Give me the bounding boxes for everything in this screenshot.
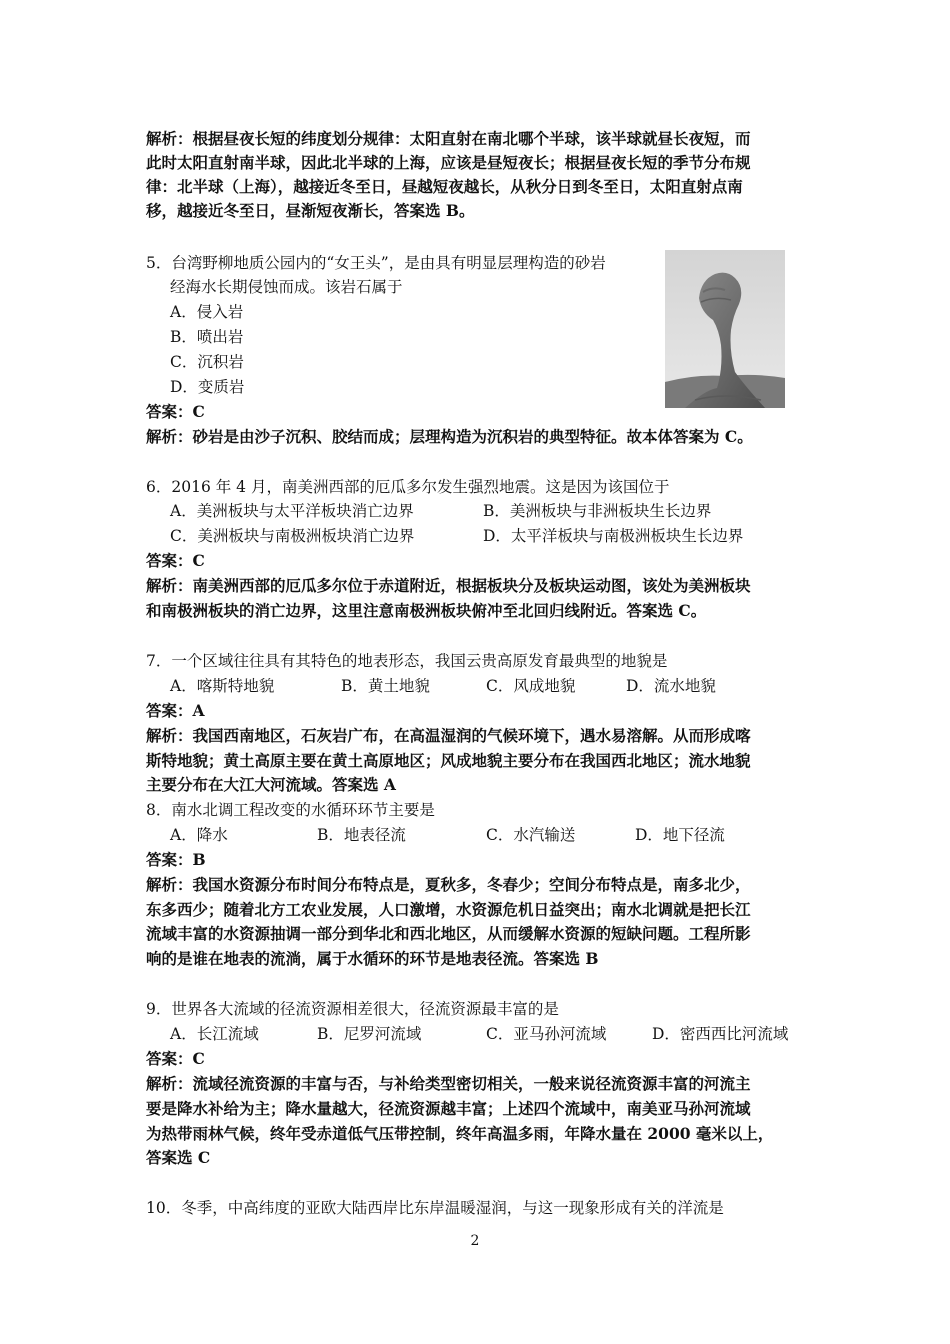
page-number: 2 <box>470 1233 480 1249</box>
q6-option-a: A．美洲板块与太平洋板块消亡边界 <box>170 502 414 520</box>
q8-analysis-line-1: 解析：我国水资源分布时间分布特点是，夏秋多，冬春少；空间分布特点是，南多北少， <box>146 875 751 894</box>
q4-analysis-line-4: 移，越接近冬至日，昼渐短夜渐长，答案选 B。 <box>146 201 475 220</box>
q6-option-b: B．美洲板块与非洲板块生长边界 <box>483 502 712 520</box>
q9-option-d: D．密西西比河流域 <box>652 1025 789 1043</box>
q8-option-b: B．地表径流 <box>317 826 406 844</box>
q6-option-c: C．美洲板块与南极洲板块消亡边界 <box>170 527 415 545</box>
q8-option-d: D．地下径流 <box>635 826 725 844</box>
q9-analysis-line-1: 解析：流域径流资源的丰富与否，与补给类型密切相关，一般来说径流资源丰富的河流主 <box>146 1074 751 1093</box>
q5-option-c: C．沉积岩 <box>170 353 244 371</box>
q9-answer: 答案：C <box>146 1049 205 1068</box>
q7-stem: 7．一个区域往往具有其特色的地表形态，我国云贵高原发育最典型的地貌是 <box>146 652 668 670</box>
q5-option-a: A．侵入岩 <box>170 303 244 321</box>
q7-option-b: B．黄土地貌 <box>341 677 430 695</box>
q7-option-d: D．流水地貌 <box>626 677 716 695</box>
q9-option-c: C．亚马孙河流域 <box>486 1025 607 1043</box>
q5-stem-line-1: 5．台湾野柳地质公园内的“女王头”，是由具有明显层理构造的砂岩 <box>146 254 606 272</box>
q6-answer: 答案：C <box>146 551 205 570</box>
q5-answer: 答案：C <box>146 402 205 421</box>
q6-stem: 6．2016 年 4 月，南美洲西部的厄瓜多尔发生强烈地震。这是因为该国位于 <box>146 478 670 496</box>
q5-stem-line-2: 经海水长期侵蚀而成。该岩石属于 <box>170 278 403 296</box>
q5-analysis: 解析：砂岩是由沙子沉积、胶结而成；层理构造为沉积岩的典型特征。故本体答案为 C。 <box>146 427 753 446</box>
q9-option-b: B．尼罗河流域 <box>317 1025 422 1043</box>
q6-analysis-line-1: 解析：南美洲西部的厄瓜多尔位于赤道附近，根据板块分及板块运动图，该处为美洲板块 <box>146 576 751 595</box>
q8-stem: 8．南水北调工程改变的水循环环节主要是 <box>146 801 435 819</box>
q4-analysis-line-3: 律：北半球（上海），越接近冬至日，昼越短夜越长，从秋分日到冬至日，太阳直射点南 <box>146 177 743 196</box>
q8-analysis-line-3: 流域丰富的水资源抽调一部分到华北和西北地区，从而缓解水资源的短缺问题。工程所影 <box>146 924 751 943</box>
q7-option-a: A．喀斯特地貌 <box>170 677 275 695</box>
q8-analysis-line-4: 响的是谁在地表的流淌，属于水循环的环节是地表径流。答案选 B <box>146 949 599 968</box>
q8-answer: 答案：B <box>146 850 206 869</box>
q10-stem: 10．冬季，中高纬度的亚欧大陆西岸比东岸温暖湿润，与这一现象形成有关的洋流是 <box>146 1199 724 1217</box>
q7-answer: 答案：A <box>146 701 205 720</box>
q8-analysis-line-2: 东多西少；随着北方工农业发展，人口激增，水资源危机日益突出；南水北调就是把长江 <box>146 900 751 919</box>
q5-option-b: B．喷出岩 <box>170 328 244 346</box>
q9-analysis-line-2: 要是降水补给为主；降水量越大，径流资源越丰富；上述四个流域中，南美亚马孙河流域 <box>146 1099 751 1118</box>
q9-analysis-line-4: 答案选 C <box>146 1148 211 1167</box>
queens-head-rock-image <box>665 250 785 408</box>
q7-analysis-line-2: 斯特地貌；黄土高原主要在黄土高原地区；风成地貌主要分布在我国西北地区；流水地貌 <box>146 751 751 770</box>
q6-option-d: D．太平洋板块与南极洲板块生长边界 <box>483 527 744 545</box>
q5-option-d: D．变质岩 <box>170 378 245 396</box>
q7-analysis-line-1: 解析：我国西南地区，石灰岩广布，在高温湿润的气候环境下，遇水易溶解。从而形成喀 <box>146 726 751 745</box>
q8-option-a: A．降水 <box>170 826 228 844</box>
q4-analysis-line-1: 解析：根据昼夜长短的纬度划分规律：太阳直射在南北哪个半球，该半球就昼长夜短，而 <box>146 129 751 148</box>
q6-analysis-line-2: 和南极洲板块的消亡边界，这里注意南极洲板块俯冲至北回归线附近。答案选 C。 <box>146 601 707 620</box>
q9-stem: 9．世界各大流域的径流资源相差很大，径流资源最丰富的是 <box>146 1000 559 1018</box>
q4-analysis-line-2: 此时太阳直射南半球，因此北半球的上海，应该是昼短夜长；根据昼夜长短的季节分布规 <box>146 153 751 172</box>
q7-analysis-line-3: 主要分布在大江大河流域。答案选 A <box>146 775 396 794</box>
q7-option-c: C．风成地貌 <box>486 677 576 695</box>
q8-option-c: C．水汽输送 <box>486 826 576 844</box>
q9-analysis-line-3: 为热带雨林气候，终年受赤道低气压带控制，终年高温多雨，年降水量在 2000 毫米以上， <box>146 1124 774 1143</box>
q9-option-a: A．长江流域 <box>170 1025 259 1043</box>
